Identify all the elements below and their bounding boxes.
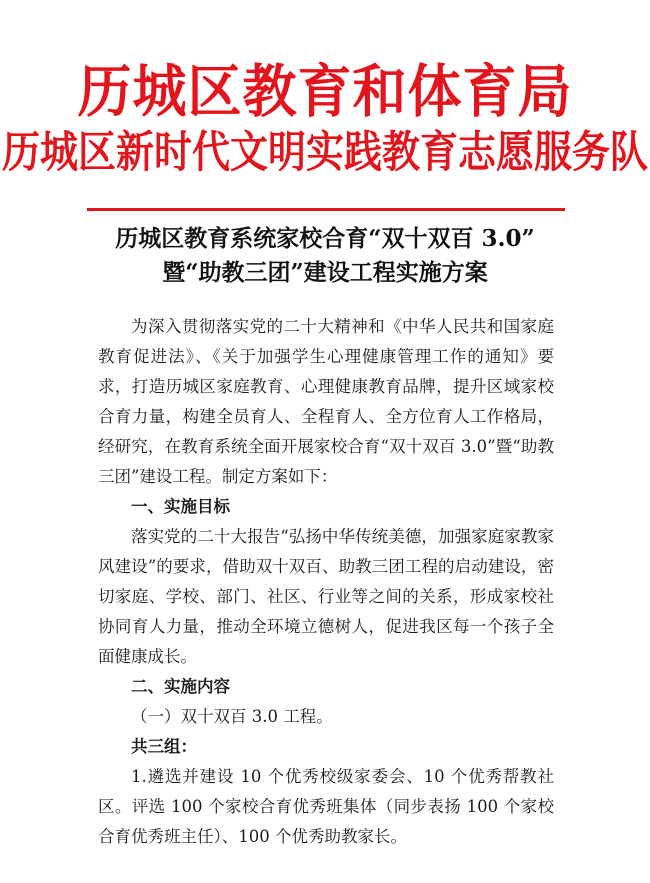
document-title-line1: 历城区教育系统家校合育“双十双百 3.0” (115, 225, 535, 252)
letterhead-volunteer-team: 历城区新时代文明实践教育志愿服务队 (1, 125, 648, 178)
letterhead-bureau-name: 历城区教育和体育局 (77, 57, 573, 125)
document-title (0, 222, 650, 290)
section1-heading: 一、实施目标 (131, 497, 230, 516)
intro-paragraph: 为深入贯彻落实党的二十大精神和《中华人民共和国家庭教育促进法》、《关于加强学生心理健康管理工作的通知》要求，打造历城区家庭教育、心理健康教育品牌，提升区域家校合育力量，构建全员育人、全程育人、全方位育人工作格局，经研究，在教育系统全面开展家校合育“双十双百 3.0”暨“助教三团”建设工程。制定方案如下： (98, 317, 554, 486)
document-title-line2: 暨“助教三团”建设工程实施方案 (162, 259, 488, 286)
subsection1-heading: （一）双十双百 3.0 工程。 (131, 707, 333, 726)
section1-paragraph: 落实党的二十大报告“弘扬中华传统美德，加强家庭家教家风建设”的要求，借助双十双百、助教三团工程的启动建设，密切家庭、学校、部门、社区、行业等之间的关系，形成家校社协同育人力量，推动全环境立德树人，促进我区每一个孩子全面健康成长。 (98, 527, 554, 666)
group-label: 共三组： (131, 737, 197, 756)
letterhead-divider (87, 208, 565, 211)
section2-heading: 二、实施内容 (131, 677, 230, 696)
letterhead (0, 58, 650, 180)
document-body (98, 312, 554, 852)
item1-paragraph: 1.遴选并建设 10 个优秀校级家委会、10 个优秀帮教社区。评选 100 个家校合育优秀班集体（同步表扬 100 个家校合育优秀班主任）、100 个优秀助教家长。 (98, 767, 554, 846)
